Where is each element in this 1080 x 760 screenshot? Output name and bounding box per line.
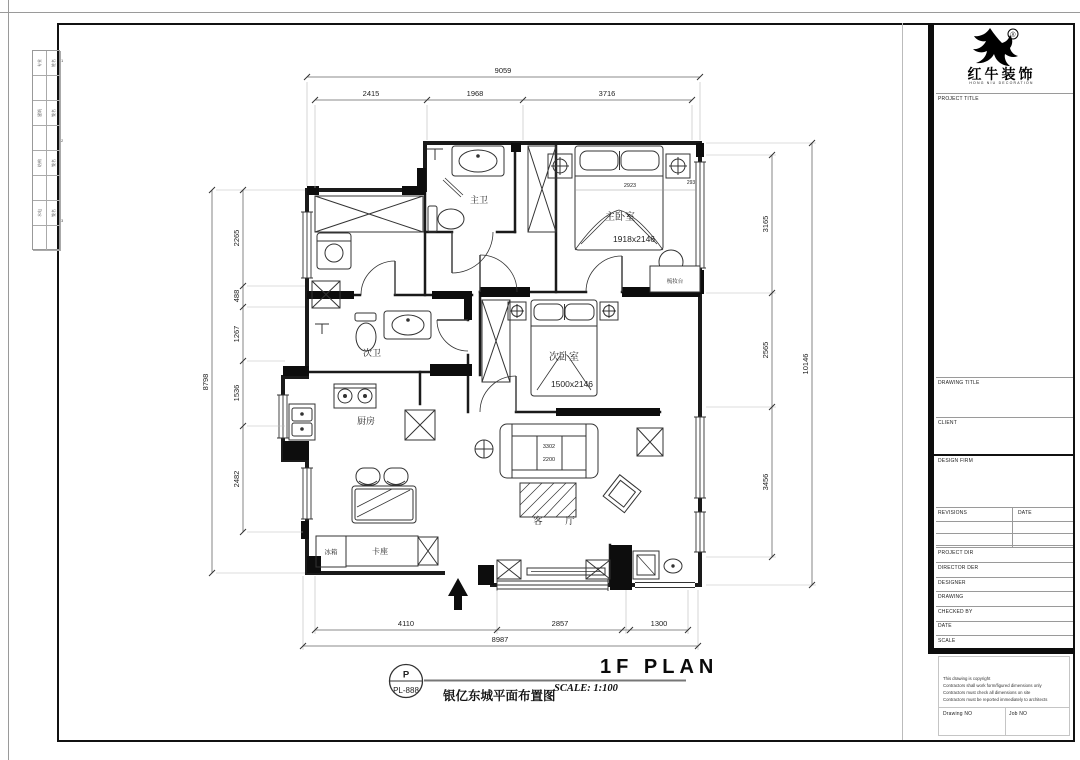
stamp-code: PL-888 (393, 686, 419, 695)
door-second-bath (437, 320, 468, 351)
dim-left-total: 8798 (201, 373, 210, 391)
dresser (650, 250, 700, 292)
sink-drain (407, 319, 410, 322)
field-design-firm: DESIGN FIRM (938, 458, 973, 464)
window-right-master (694, 162, 706, 268)
tb-line (936, 591, 1073, 592)
washing-machine (317, 233, 351, 269)
tb-line (936, 93, 1073, 94)
shower-head-icon (427, 149, 443, 160)
sink-drain (477, 155, 480, 158)
sheet-scale: SCALE: 1:100 (554, 683, 618, 694)
windows (277, 162, 706, 591)
sign-off-text: 建筑 (36, 109, 42, 117)
door-second-bedroom (480, 376, 516, 412)
label-second-bath: 次卫 (362, 348, 382, 358)
field-client: CLIENT (938, 420, 957, 426)
door-master-bedroom (586, 256, 622, 292)
tb-line (939, 707, 1069, 708)
dim-right-2: 2565 (761, 341, 770, 359)
sink-basin (392, 315, 424, 335)
window-right-living (694, 417, 706, 498)
note: Contractors must check all dimensions on site (943, 690, 1031, 695)
wardrobe-master (528, 146, 556, 232)
tb-line (936, 547, 1073, 548)
tb-line (936, 417, 1073, 418)
wardrobe-second (482, 300, 510, 382)
toilet-bowl (356, 323, 376, 351)
wardrobe-cloak (315, 196, 423, 232)
toilet-bowl (438, 209, 464, 229)
label-booth: 卡座 (372, 547, 388, 556)
door-master-bath (452, 232, 493, 273)
second-bath-fixtures (315, 311, 431, 351)
sign-off-text: 水电 (36, 209, 42, 217)
dim-left-1: 2265 (232, 229, 241, 247)
dim-left-4: 1536 (232, 384, 241, 402)
dimension-lines (212, 77, 812, 646)
shower-head-icon (315, 324, 329, 334)
dim-master-bed: 2923 (623, 183, 637, 189)
sheet-title-cn: 银亿东城平面布置图 (443, 689, 556, 703)
dim-bottom-total: 8987 (491, 635, 509, 644)
door-cloak-room (361, 261, 395, 295)
field-revisions-date: DATE (1018, 510, 1032, 516)
tb-line (936, 606, 1073, 607)
ceiling-lamp-icon (666, 154, 690, 178)
dim-sofa-d: 2200 (542, 457, 556, 463)
tb-line (936, 377, 1073, 378)
field-drawing-no: Drawing NO (943, 711, 973, 717)
floor-lamp-icon (475, 440, 493, 458)
entry-arrow-icon (448, 578, 468, 610)
dim-left-5: 2482 (232, 470, 241, 488)
dim-sofa-w: 3302 (542, 444, 556, 450)
dining-table (352, 486, 416, 523)
frame-mark: 1 (61, 58, 64, 63)
bay-block-left (497, 560, 521, 579)
dining-chair (384, 468, 408, 485)
living-furniture (475, 424, 682, 579)
tb-line (936, 621, 1073, 622)
ceiling-lamp-icon (600, 302, 618, 320)
sign-off-text: 专业 (36, 59, 42, 67)
sign-off-text: 签名 (50, 209, 56, 217)
frame-mark: 3 (61, 218, 64, 223)
window-kitchen (277, 395, 289, 438)
kitchen-fixtures (289, 384, 376, 440)
pillow (580, 151, 618, 170)
field-revisions: REVISIONS (938, 510, 968, 516)
dim-right-1: 3165 (761, 215, 770, 233)
dim-top-total: 9059 (494, 66, 512, 75)
label-second-bedroom: 次卧室 (549, 352, 579, 363)
notes-box (938, 656, 1070, 736)
window-left-living (301, 468, 313, 519)
pillow (534, 304, 563, 320)
field-row: DATE (938, 623, 952, 629)
dimension-ticks (209, 74, 815, 649)
plan-name: 1F PLAN (600, 656, 719, 678)
dim-top-1: 2415 (362, 89, 380, 98)
window-left-cloak (301, 212, 313, 278)
shower-glass (443, 178, 463, 197)
brand-name: 红牛装饰 (967, 66, 1036, 82)
label-master-bedroom: 主卧室 (605, 212, 635, 223)
label-dresser: 梳妆台 (666, 279, 684, 285)
tb-line (936, 533, 1073, 534)
label-living-1: 客 (533, 516, 543, 527)
label-kitchen: 厨房 (356, 416, 376, 426)
stamp-letter: P (402, 669, 410, 681)
brand-subtitle: HONG NIU DECORATION (969, 81, 1034, 85)
sign-off-text: 结构 (36, 159, 42, 167)
label-master-bath: 主卫 (469, 195, 489, 205)
field-row: DIRECTOR DER (938, 565, 979, 571)
wardrobes (312, 146, 663, 579)
column-kitchen (405, 410, 435, 440)
field-drawing-title: DRAWING TITLE (938, 380, 980, 386)
column-booth-end (418, 537, 438, 565)
ceiling-lamp-icon (548, 154, 572, 178)
note: Contractors shall work form/figured dimensions only (943, 683, 1042, 688)
tb-line (936, 577, 1073, 578)
tb-line (934, 454, 1073, 456)
dim-left-2: 488 (232, 289, 241, 303)
dim-top-2: 1968 (466, 89, 484, 98)
kitchen-sink (289, 404, 315, 440)
label-fridge: 冰箱 (324, 549, 338, 556)
ceiling-lamp-icon (508, 302, 526, 320)
frame-mark: 2 (61, 138, 64, 143)
rug (520, 483, 576, 517)
field-row: SCALE (938, 638, 956, 644)
tv-cabinet (527, 568, 605, 575)
lounge-chair (603, 475, 641, 513)
dim-left-3: 1267 (232, 325, 241, 343)
field-row: CHECKED BY (938, 609, 973, 615)
tb-divider (1012, 507, 1013, 547)
sign-off-text: 签名 (50, 159, 56, 167)
dim-right-3: 3456 (761, 473, 770, 491)
tb-line (936, 521, 1073, 522)
toilet-tank (355, 313, 376, 321)
bay-block-right (586, 560, 610, 579)
sign-off-text: 签名 (50, 109, 56, 117)
tb-line (936, 545, 1073, 546)
tb-divider (1005, 707, 1006, 736)
note: Contractors must be reported immediately to architects (943, 697, 1048, 702)
label-second-bedroom-size: 1500x2146 (550, 379, 594, 389)
dining-chair (356, 468, 380, 485)
sink-basin (459, 150, 497, 172)
corner-bath-fixtures (633, 551, 682, 579)
field-row: DRAWING (938, 594, 964, 600)
dim-top-3: 3716 (598, 89, 616, 98)
brand-reg: ® (1010, 31, 1016, 39)
dim-bottom-2: 2857 (551, 619, 569, 628)
master-bath-fixtures (427, 146, 504, 232)
label-living-2: 厅 (565, 516, 575, 527)
sign-off-text: 姓名 (50, 59, 56, 67)
field-row: DESIGNER (938, 580, 966, 586)
window-right-lower (694, 512, 706, 552)
label-master-bedroom-size: 1918x2146 (612, 234, 656, 244)
dim-bottom-1: 4110 (397, 619, 415, 628)
dim-master-bed-side: 293 (686, 180, 696, 186)
note: This drawing is copyright (943, 676, 991, 681)
titleblock-separator (928, 23, 934, 654)
titleblock-bottom-bar (928, 648, 1075, 654)
column-living-right (637, 428, 663, 456)
toilet-tank (428, 206, 437, 232)
field-job-no: Job NO (1009, 711, 1028, 717)
window-bay-bottom (497, 579, 608, 591)
field-project-title: PROJECT TITLE (938, 96, 979, 102)
tb-line (936, 562, 1073, 563)
pillow (565, 304, 594, 320)
dim-bottom-3: 1300 (650, 619, 668, 628)
tb-line (936, 635, 1073, 636)
wall-fills (283, 143, 704, 590)
field-row: PROJECT DIR (938, 550, 974, 556)
exterior-walls (283, 143, 700, 585)
dim-right-total: 10146 (801, 353, 810, 375)
pillow (621, 151, 659, 170)
window-bath-bottom (635, 581, 695, 589)
tb-line (936, 507, 1073, 508)
door-hallway (480, 255, 517, 292)
